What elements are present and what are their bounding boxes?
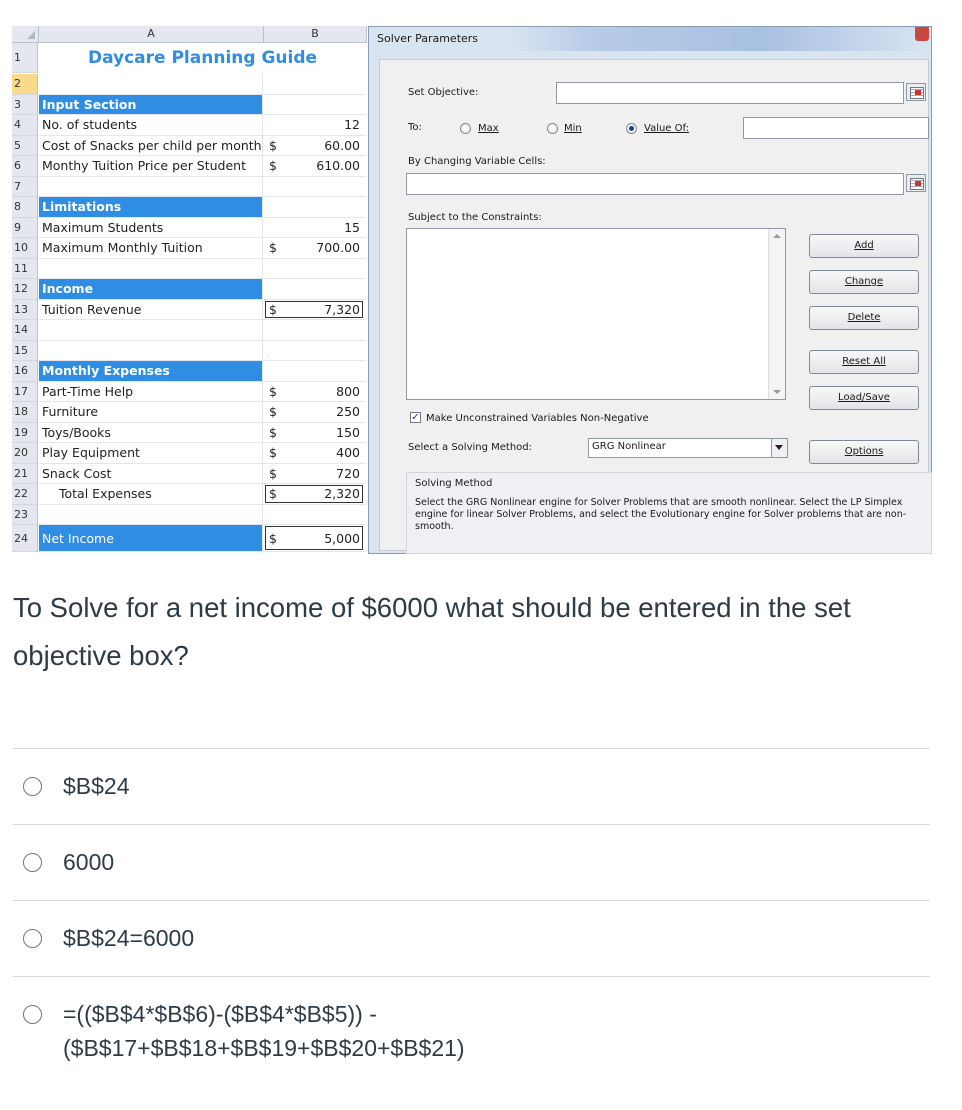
delete-button[interactable] <box>809 306 919 330</box>
sheet-row <box>12 279 366 300</box>
solving-method-value: GRG Nonlinear <box>592 441 666 452</box>
row-number[interactable]: 10 <box>12 238 38 259</box>
cell-number: 60.00 <box>324 137 360 153</box>
cell[interactable] <box>263 259 366 280</box>
nonnegative-label: Make Unconstrained Variables Non-Negative <box>426 413 649 424</box>
answer-option[interactable] <box>13 976 930 1087</box>
cell-number: 5,000 <box>324 531 360 546</box>
cell-value[interactable] <box>263 402 366 423</box>
cell-value[interactable] <box>263 218 366 239</box>
reset-all-label: Reset All <box>842 356 886 367</box>
column-header-a[interactable]: A <box>39 26 264 43</box>
currency-symbol: $ <box>269 137 277 153</box>
row-number[interactable]: 9 <box>12 218 38 239</box>
subject-to-label: Subject to the Constraints: <box>408 212 542 223</box>
cell-value[interactable] <box>263 115 366 136</box>
options-label: Options <box>844 446 884 457</box>
load-save-label: Load/Save <box>838 392 890 403</box>
solver-dialog <box>368 26 932 554</box>
cell-label[interactable]: Tuition Revenue <box>39 300 263 321</box>
row-number[interactable]: 22 <box>12 484 38 505</box>
row-number[interactable]: 17 <box>12 382 38 403</box>
cell-label[interactable]: Total Expenses <box>39 484 263 505</box>
cell-number: 720 <box>336 465 360 481</box>
section-header-expenses[interactable]: Monthly Expenses <box>39 361 263 382</box>
currency-symbol: $ <box>269 404 277 419</box>
by-changing-label: By Changing Variable Cells: <box>408 156 546 167</box>
cell-number: 15 <box>344 219 360 235</box>
cell[interactable] <box>39 320 263 341</box>
section-header-income[interactable]: Income <box>39 279 263 300</box>
reset-all-button[interactable] <box>809 350 919 374</box>
cell-value[interactable] <box>263 484 366 505</box>
cell-number: 12 <box>344 117 360 132</box>
sheet-row <box>12 136 366 157</box>
row-number[interactable]: 20 <box>12 443 38 464</box>
radio-icon[interactable] <box>23 853 42 872</box>
cell[interactable] <box>263 279 366 300</box>
set-objective-label: Set Objective: <box>408 87 479 98</box>
row-number[interactable]: 14 <box>12 320 38 341</box>
answer-option[interactable] <box>13 824 930 901</box>
row-number[interactable]: 18 <box>12 402 38 423</box>
scroll-down-icon[interactable] <box>773 390 781 394</box>
min-label: Min <box>564 123 582 134</box>
radio-icon[interactable] <box>23 1005 42 1024</box>
cell-value[interactable] <box>263 525 366 552</box>
cell-label[interactable]: Cost of Snacks per child per month <box>39 136 263 157</box>
row-number[interactable]: 12 <box>12 279 38 300</box>
question-text: To Solve for a net income of $6000 what should be entered in the set objective box? <box>13 592 851 671</box>
cell-value[interactable] <box>263 136 366 157</box>
sheet-row <box>12 238 366 259</box>
cell-number: 250 <box>336 404 360 419</box>
cell-label[interactable]: Monthy Tuition Price per Student <box>39 156 263 177</box>
scrollbar[interactable] <box>768 229 785 399</box>
cell-value[interactable] <box>263 443 366 464</box>
answer-option[interactable] <box>13 900 930 977</box>
currency-symbol: $ <box>269 531 277 546</box>
cell-value[interactable] <box>263 423 366 444</box>
cell-label[interactable]: Maximum Monthly Tuition <box>39 238 263 259</box>
min-radio[interactable] <box>547 123 558 134</box>
sheet-row <box>12 74 366 95</box>
cell-number: 150 <box>336 424 360 440</box>
value-of-text: Value Of: <box>644 123 690 134</box>
cell[interactable] <box>263 341 366 362</box>
currency-symbol: $ <box>269 240 277 255</box>
row-number[interactable]: 21 <box>12 464 38 485</box>
sheet-row <box>12 464 366 485</box>
option-label: $B$24=6000 <box>63 925 195 951</box>
change-label: Change <box>844 276 884 287</box>
dialog-body <box>379 59 929 551</box>
cell[interactable] <box>263 177 366 198</box>
sheet-row <box>12 197 366 218</box>
cell[interactable] <box>39 74 263 95</box>
cell-value[interactable] <box>263 156 366 177</box>
row-number[interactable]: 1 <box>12 43 38 73</box>
cell-value[interactable] <box>263 238 366 259</box>
solving-method-title: Solving Method <box>415 478 493 489</box>
sheet-row <box>12 320 366 341</box>
add-button[interactable] <box>809 234 919 258</box>
cell[interactable] <box>263 361 366 382</box>
row-number[interactable]: 13 <box>12 300 38 321</box>
sheet-row <box>12 177 366 198</box>
cell-label[interactable]: No. of students <box>39 115 263 136</box>
spreadsheet <box>12 26 366 554</box>
currency-symbol: $ <box>269 383 277 399</box>
row-number[interactable]: 19 <box>12 423 38 444</box>
currency-symbol: $ <box>269 424 277 440</box>
set-objective-input[interactable] <box>556 82 904 104</box>
option-label: 6000 <box>63 849 115 875</box>
section-header-limitations[interactable]: Limitations <box>39 197 263 218</box>
nonnegative-checkbox[interactable]: ✓ <box>411 412 420 423</box>
section-header-input[interactable]: Input Section <box>39 95 263 116</box>
cell-number: 7,320 <box>324 301 360 317</box>
cell-label[interactable]: Play Equipment <box>39 443 263 464</box>
row-number[interactable]: 16 <box>12 361 38 382</box>
row-number[interactable]: 3 <box>12 95 38 116</box>
currency-symbol: $ <box>269 301 277 317</box>
net-income-label[interactable]: Net Income <box>39 525 263 552</box>
cell[interactable] <box>263 320 366 341</box>
cell-value[interactable] <box>263 382 366 403</box>
sheet-row <box>12 156 366 177</box>
currency-symbol: $ <box>269 445 277 460</box>
sheet-row <box>12 43 366 73</box>
row-number[interactable]: 24 <box>12 525 38 552</box>
sheet-row <box>12 115 366 136</box>
cell[interactable] <box>39 341 263 362</box>
sheet-row <box>12 423 366 444</box>
radio-icon[interactable] <box>23 929 42 948</box>
row-number[interactable]: 6 <box>12 156 38 177</box>
sheet-row <box>12 218 366 239</box>
sheet-row <box>12 300 366 321</box>
sheet-row <box>12 259 366 280</box>
currency-symbol: $ <box>269 158 277 173</box>
max-radio[interactable] <box>460 123 471 134</box>
row-number[interactable]: 15 <box>12 341 38 362</box>
value-of-radio[interactable] <box>626 123 637 134</box>
dialog-title: Solver Parameters <box>377 32 479 45</box>
options-button[interactable] <box>809 440 919 464</box>
cell[interactable] <box>263 505 366 526</box>
row-number[interactable]: 23 <box>12 505 38 526</box>
to-label: To: <box>408 122 422 133</box>
cell[interactable] <box>263 95 366 116</box>
sheet-row <box>12 484 366 505</box>
sheet-row <box>12 443 366 464</box>
sheet-row <box>12 382 366 403</box>
option-label: $B$24 <box>63 773 130 799</box>
cell-label[interactable]: Maximum Students <box>39 218 263 239</box>
cell-label[interactable]: Furniture <box>39 402 263 423</box>
sheet-row <box>12 341 366 362</box>
cell-number: 610.00 <box>316 158 360 173</box>
option-label: =(($B$4*$B$6)-($B$4*$B$5)) - ($B$17+$B$18+$B$19+$B$20+$B$21) <box>63 1001 465 1061</box>
answer-option[interactable] <box>13 748 930 825</box>
sheet-row <box>12 95 366 116</box>
value-of-label <box>644 123 689 134</box>
row-number[interactable]: 7 <box>12 177 38 198</box>
solving-method-group <box>406 472 932 554</box>
sheet-title[interactable]: Daycare Planning Guide <box>87 48 318 68</box>
cell-value[interactable] <box>263 300 366 321</box>
cell-number: 700.00 <box>316 240 360 255</box>
cell-label[interactable]: Snack Cost <box>39 464 263 485</box>
constraints-list[interactable] <box>406 228 786 400</box>
cell[interactable] <box>39 177 263 198</box>
max-label: Max <box>478 123 499 134</box>
solving-method-select[interactable] <box>588 438 788 458</box>
row-number[interactable]: 11 <box>12 259 38 280</box>
cell-value[interactable] <box>263 464 366 485</box>
value-of-input[interactable] <box>743 117 929 139</box>
delete-label: Delete <box>847 312 881 323</box>
cell-number: 2,320 <box>324 486 360 501</box>
changing-cells-input[interactable] <box>406 173 904 195</box>
range-select-icon[interactable] <box>906 83 926 101</box>
cell-number: 800 <box>336 383 360 399</box>
range-select-icon[interactable] <box>906 174 926 192</box>
change-button[interactable] <box>809 270 919 294</box>
solving-method-description: Select the GRG Nonlinear engine for Solver Problems that are smooth nonlinear. Select the LP Simplex engine for linear Solver Problems, and select the Evolutionary engine for Solver problems that are non-smooth. <box>415 497 907 532</box>
cell-label[interactable]: Part-Time Help <box>39 382 263 403</box>
cell-label[interactable]: Toys/Books <box>39 423 263 444</box>
row-number[interactable]: 8 <box>12 197 38 218</box>
load-save-button[interactable] <box>809 386 919 410</box>
cell-number: 400 <box>336 445 360 460</box>
sheet-row <box>12 525 366 552</box>
sheet-row <box>12 361 366 382</box>
row-number[interactable]: 2 <box>12 74 38 95</box>
dialog-titlebar[interactable] <box>369 27 931 51</box>
column-header-b[interactable]: B <box>264 26 367 43</box>
select-all-corner[interactable] <box>12 26 39 43</box>
currency-symbol: $ <box>269 465 277 481</box>
row-number[interactable]: 5 <box>12 136 38 157</box>
sheet-row <box>12 505 366 526</box>
row-number[interactable]: 4 <box>12 115 38 136</box>
cell[interactable] <box>263 74 366 95</box>
add-label: Add <box>854 240 874 251</box>
cell[interactable] <box>39 259 263 280</box>
scroll-up-icon[interactable] <box>773 234 781 238</box>
currency-symbol: $ <box>269 486 277 501</box>
cell[interactable] <box>263 197 366 218</box>
cell[interactable] <box>39 505 263 526</box>
close-icon[interactable] <box>915 27 929 41</box>
chevron-down-icon[interactable] <box>771 439 787 457</box>
radio-icon[interactable] <box>23 777 42 796</box>
select-method-label: Select a Solving Method: <box>408 442 533 453</box>
sheet-row <box>12 402 366 423</box>
